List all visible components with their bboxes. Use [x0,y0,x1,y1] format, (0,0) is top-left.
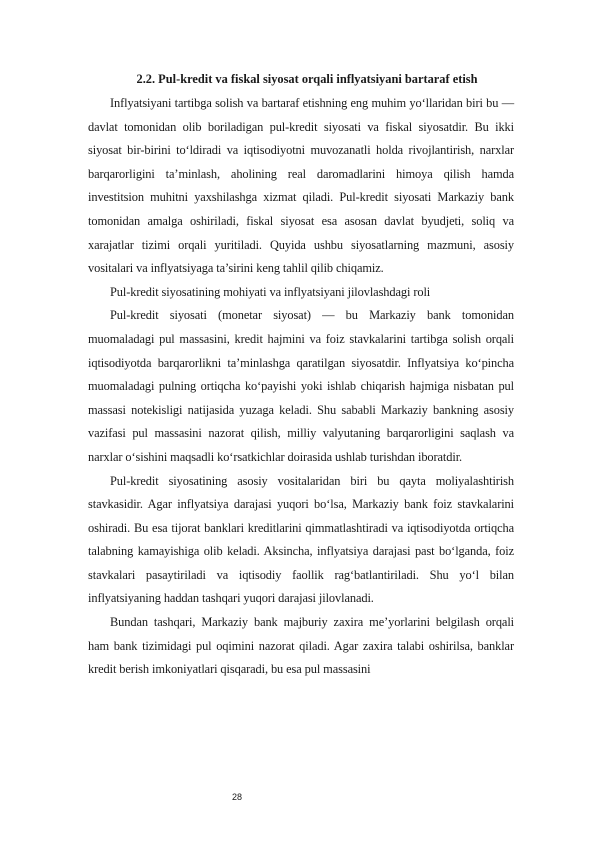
paragraph-intro: Inflyatsiyani tartibga solish va bartaraf etishning eng muhim yo‘llaridan biri bu — davlat tomonidan olib boriladigan pul-kredit siyosati va fiskal siyosatdir. Bu ikki siyosat bir-birini to‘ldiradi va iqtisodiyotni muvozanatli holda rivojlantirish, narxlar barqarorligini ta’minlash, aholining real daromadlarini himoya qilish hamda investitsion muhitni yaxshilashga xizmat qiladi. Pul-kredit siyosati Markaziy bank tomonidan amalga oshiriladi, fiskal siyosat esa asosan davlat byudjeti, soliq va xarajatlar tizimi orqali yuritiladi. Quyida ushbu siyosatlarning mazmuni, asosiy vositalari va inflyatsiyaga ta’sirini keng tahlil qilib chiqamiz. [88,96,514,276]
subheading-monetary-policy: Pul-kredit siyosatining mohiyati va inflyatsiyani jilovlashdagi roli [110,284,431,299]
document-page [88,70,514,682]
section-title: 2.2. Pul-kredit va fiskal siyosat orqali inflyatsiyani bartaraf etish [136,72,478,86]
paragraph-refinancing-rate: Pul-kredit siyosatining asosiy vositalaridan biri bu qayta moliyalashtirish stavkasidir. Agar inflyatsiya darajasi yuqori bo‘lsa, Markaziy bank foiz stavkalarini oshiradi. Bu esa tijorat banklari kreditlarini qimmatlashtiradi va iqtisodiyotda ortiqcha talabning kamayishiga olib keladi. Aksincha, inflyatsiya darajasi past bo‘lganda, foiz stavkalari pasaytiriladi va iqtisodiy faollik rag‘batlantiriladi. Shu yo‘l bilan inflyatsiyaning haddan tashqari yuqori darajasi jilovlanadi. [88,473,514,606]
paragraph-reserve-requirements: Bundan tashqari, Markaziy bank majburiy zaxira me’yorlarini belgilash orqali ham bank tizimidagi pul oqimini nazorat qiladi. Agar zaxira talabi oshirilsa, banklar kredit berish imkoniyatlari qisqaradi, bu esa pul massasini [88,615,514,677]
page-number: 28 [232,792,243,802]
paragraph-monetary-definition: Pul-kredit siyosati (monetar siyosat) — bu Markaziy bank tomonidan muomaladagi pul massasini, kredit hajmini va foiz stavkalarini tartibga solish orqali iqtisodiyotda barqarorlikni ta’minlashga qaratilgan siyosatdir. Inflyatsiya ko‘pincha muomaladagi pulning ortiqcha ko‘payishi yoki ishlab chiqarish hajmiga nisbatan pul massasi notekisligi natijasida yuzaga keladi. Shu sababli Markaziy bankning asosiy vazifasi pul massasini nazorat qilish, milliy valyutaning barqarorligini saqlash va narxlar o‘sishini maqsadli ko‘rsatkichlar doirasida ushlab turishdan iboratdir. [88,308,514,464]
